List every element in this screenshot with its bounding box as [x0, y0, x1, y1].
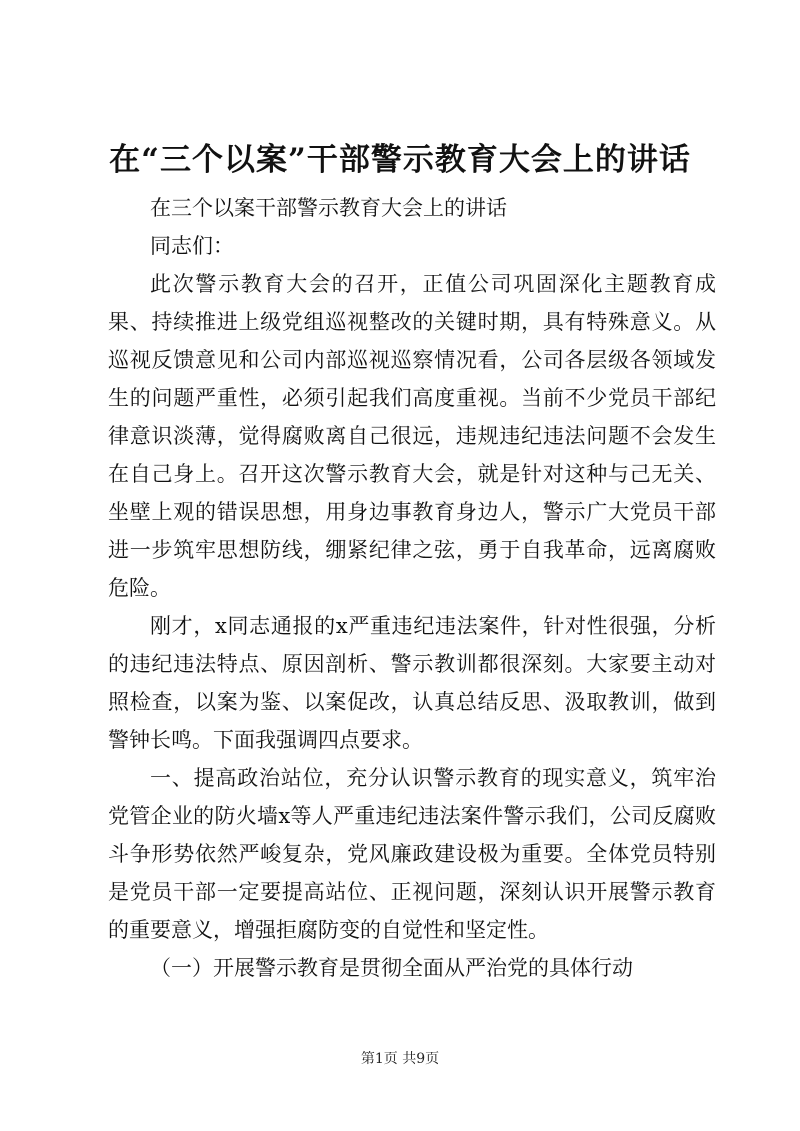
section-heading-paragraph: 一、提高政治站位，充分认识警示教育的现实意义，筑牢治党管企业的防火墙x等人严重违纪违法案件警示我们，公司反腐败斗争形势依然严峻复杂，党风廉政建设极为重要。全体党员特别是党员干部一定要提高站位、正视问题，深刻认识开展警示教育的重要意义，增强拒腐防变的自觉性和坚定性。 [108, 766, 716, 942]
page-footer: 第1页 共9页 [360, 1051, 440, 1067]
subsection-heading: （一）开展警示教育是贯彻全面从严治党的具体行动 [150, 956, 633, 980]
document-title: 在“三个以案”干部警示教育大会上的讲话 [109, 142, 691, 178]
document-body [108, 189, 716, 987]
body-paragraph: 此次警示教育大会的召开，正值公司巩固深化主题教育成果、持续推进上级党组巡视整改的关键时期，具有特殊意义。从巡视反馈意见和公司内部巡视巡察情况看，公司各层级各领域发生的问题严重性，必须引起我们高度重视。当前不少党员干部纪律意识淡薄，觉得腐败离自己很远，违规违纪违法问题不会发生在自己身上。召开这次警示教育大会，就是针对这种与己无关、坐壁上观的错误思想，用身边事教育身边人，警示广大党员干部进一步筑牢思想防线，绷紧纪律之弦，勇于自我革命，远离腐败危险。 [108, 272, 716, 600]
subtitle-paragraph: 在三个以案干部警示教育大会上的讲话 [150, 196, 507, 220]
body-paragraph: 刚才，x同志通报的x严重违纪违法案件，针对性很强，分析的违纪违法特点、原因剖析、警示教训都很深刻。大家要主动对照检查，以案为鉴、以案促改，认真总结反思、汲取教训，做到警钟长鸣。下面我强调四点要求。 [108, 614, 716, 752]
salutation-paragraph: 同志们： [150, 234, 234, 258]
